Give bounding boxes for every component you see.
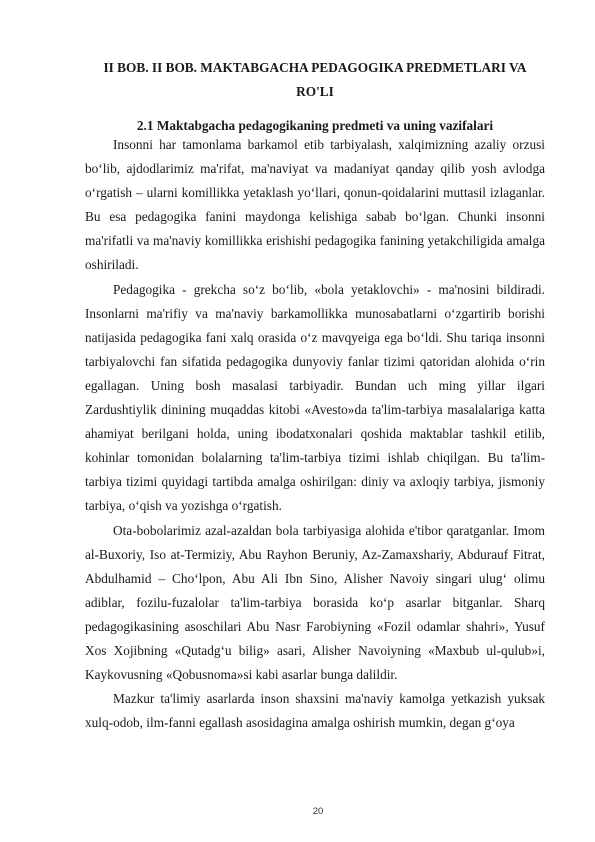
paragraph-2: Pedagogika - grekcha so‘z bo‘lib, «bola yetaklovchi» - ma'nosini bildiradi. Insonlarni ma'rifiy va ma'naviy barkamollikka munosabatlarni o‘zgartirib borishi natijasida pedagogika fani xalq orasida o‘z mavqyeiga ega bo‘ldi. Shu tariqa insonni tarbiyalovchi fan sifatida pedagogika dunyoviy fanlar tizimi qatoridan alohida o‘rin egallagan. Uning bosh masalasi tarbiyadir. Bundan uch ming yillar ilgari Zardushtiylik dinining muqaddas kitobi «Avesto»da ta'lim-tarbiya masalalariga katta ahamiyat berilgani holda, uning ibodatxonalari qoshida maktablar tashkil etilib, kohinlar tomonidan bolalarning ta'lim-tarbiya tizimi ishlab chiqilgan. Bu ta'lim-tarbiya tizimi quyidagi tartibda amalga oshirilgan: diniy va axloqiy tarbiya, jismoniy tarbiya, o‘qish va yozishga o‘rgatish. xyxy=(85,281,545,514)
section-title: 2.1 Maktabgacha pedagogikaning predmeti va uning vazifalari xyxy=(136,118,494,133)
body-text xyxy=(85,133,545,735)
paragraph-3: Ota-bobolarimiz azal-azaldan bola tarbiyasiga alohida e'tibor qaratganlar. Imom al-Buxoriy, Iso at-Termiziy, Abu Rayhon Beruniy, Az-Zamaxshariy, Abdurauf Fitrat, Abdulhamid – Cho‘lpon, Abu Ali Ibn Sino, Alisher Navoiy singari ulug‘ olimu adiblar, fozilu-fuzalolar ta'lim-tarbiya borasida ko‘p asarlar bitganlar. Sharq pedagogikasining asoschilari Abu Nasr Farobiyning «Fozil odamlar shahri», Yusuf Xos Xojibning «Qutadg‘u bilig» asari, Alisher Navoiyning «Maxbub ul-qulub»i, Kaykovusning «Qobusnoma»si kabi asarlar bunga dalildir. xyxy=(85,522,545,683)
paragraph-4: Mazkur ta'limiy asarlarda inson shaxsini ma'naviy kamolga yetkazish yuksak xulq-odob, ilm-fanni egallash asosidagina amalga oshirish mumkin, degan g‘oya xyxy=(85,691,545,731)
chapter-title: II BOB. II BOB. MAKTABGACHA PEDAGOGIKA PREDMETLARI VA RO'LI xyxy=(103,60,527,99)
page-number: 20 xyxy=(312,806,324,817)
paragraph-1: Insonni har tamonlama barkamol etib tarbiyalash, xalqimizning azaliy orzusi bo‘lib, ajdodlarimiz ma'rifat, ma'naviyat va madaniyat qanday qilib yosh avlodga o‘rgatish – ularni komillikka yetaklash yo‘llari, qonun-qoidalarini muttasil izlaganlar. Bu esa pedagogika fanini maydonga kelishiga sabab bo‘lgan. Chunki insonni ma'rifatli va ma'naviy komillikka erishishi pedagogika fanining yetakchiligida amalga oshiriladi. xyxy=(85,137,545,273)
